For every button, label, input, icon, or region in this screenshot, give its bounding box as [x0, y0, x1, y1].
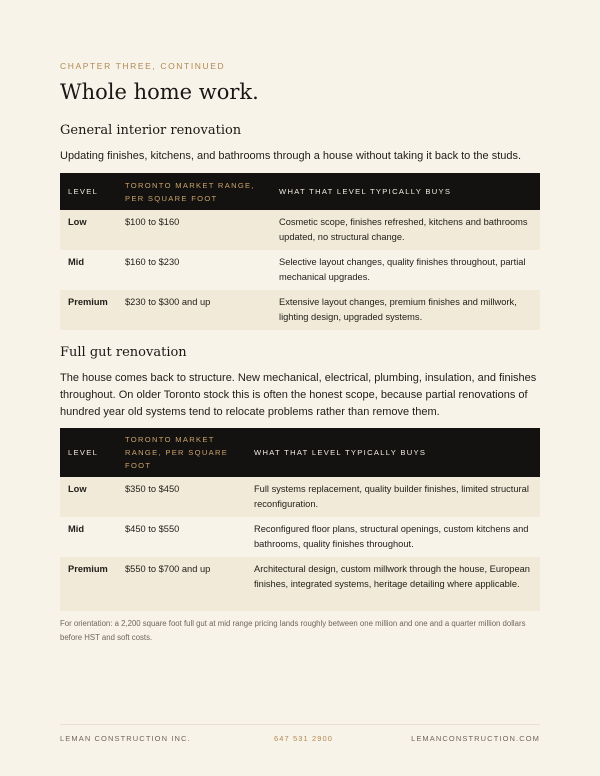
row-range: $350 to $450	[117, 477, 246, 517]
orientation-note: For orientation: a 2,200 square foot full gut at mid range pricing lands roughly between one million and one and a quarter million dollars before HST and soft costs.	[60, 619, 526, 642]
header-range: TORONTO MARKET RANGE, PER SQUARE FOOT	[117, 428, 246, 477]
chapter-eyebrow: CHAPTER THREE, CONTINUED	[60, 61, 226, 71]
page-footer	[60, 734, 540, 743]
footer-company: LEMAN CONSTRUCTION INC.	[60, 734, 191, 743]
general-renovation-intro: Updating finishes, kitchens, and bathrooms through a house without taking it back to the studs.	[60, 150, 522, 162]
table-row	[60, 517, 540, 557]
row-level: Low	[60, 477, 117, 517]
gut-renovation-heading: Full gut renovation	[60, 345, 187, 360]
row-range: $550 to $700 and up	[117, 557, 246, 611]
table-row	[60, 250, 540, 290]
row-level: Mid	[68, 524, 85, 534]
header-buys: WHAT THAT LEVEL TYPICALLY BUYS	[246, 428, 540, 477]
table-row	[60, 210, 540, 250]
table-header-row	[60, 428, 540, 477]
row-buys: Cosmetic scope, finishes refreshed, kitchens and bathrooms updated, no structural change.	[271, 210, 540, 250]
gut-renovation-table	[60, 428, 540, 611]
header-level: LEVEL	[60, 428, 117, 477]
row-level: Low	[60, 210, 117, 250]
row-range: $160 to $230	[125, 257, 180, 267]
general-renovation-table	[60, 173, 540, 330]
footer-phone: 647 531 2900	[274, 734, 334, 743]
row-buys: Extensive layout changes, premium finishes and millwork, lighting design, upgraded systems.	[271, 290, 540, 330]
header-level: LEVEL	[60, 173, 117, 210]
row-buys: Reconfigured floor plans, structural openings, custom kitchens and bathrooms, quality finishes throughout.	[254, 524, 529, 549]
row-buys: Full systems replacement, quality builder finishes, limited structural reconfiguration.	[246, 477, 540, 517]
row-buys: Architectural design, custom millwork through the house, European finishes, integrated systems, heritage detailing where applicable.	[246, 557, 540, 611]
row-level: Mid	[68, 257, 85, 267]
row-buys: Selective layout changes, quality finishes throughout, partial mechanical upgrades.	[279, 257, 526, 282]
page-title: Whole home work.	[60, 80, 259, 104]
row-range: $450 to $550	[125, 524, 180, 534]
general-renovation-heading: General interior renovation	[60, 123, 242, 138]
header-range: TORONTO MARKET RANGE, PER SQUARE FOOT	[117, 173, 271, 210]
footer-website: LEMANCONSTRUCTION.COM	[411, 734, 540, 743]
row-level: Premium	[60, 290, 117, 330]
table-row	[60, 557, 540, 611]
footer-divider	[60, 724, 540, 725]
table-row	[60, 477, 540, 517]
row-level: Premium	[60, 557, 117, 611]
table-row	[60, 290, 540, 330]
row-range: $100 to $160	[117, 210, 271, 250]
gut-renovation-intro: The house comes back to structure. New mechanical, electrical, plumbing, insulation, and finishes throughout. On older Toronto stock this is often the honest scope, because partial renovations of hundred year old systems tend to relocate problems rather than remove them.	[60, 372, 537, 418]
table-header-row	[60, 173, 540, 210]
header-buys: WHAT THAT LEVEL TYPICALLY BUYS	[271, 173, 540, 210]
row-range: $230 to $300 and up	[117, 290, 271, 330]
